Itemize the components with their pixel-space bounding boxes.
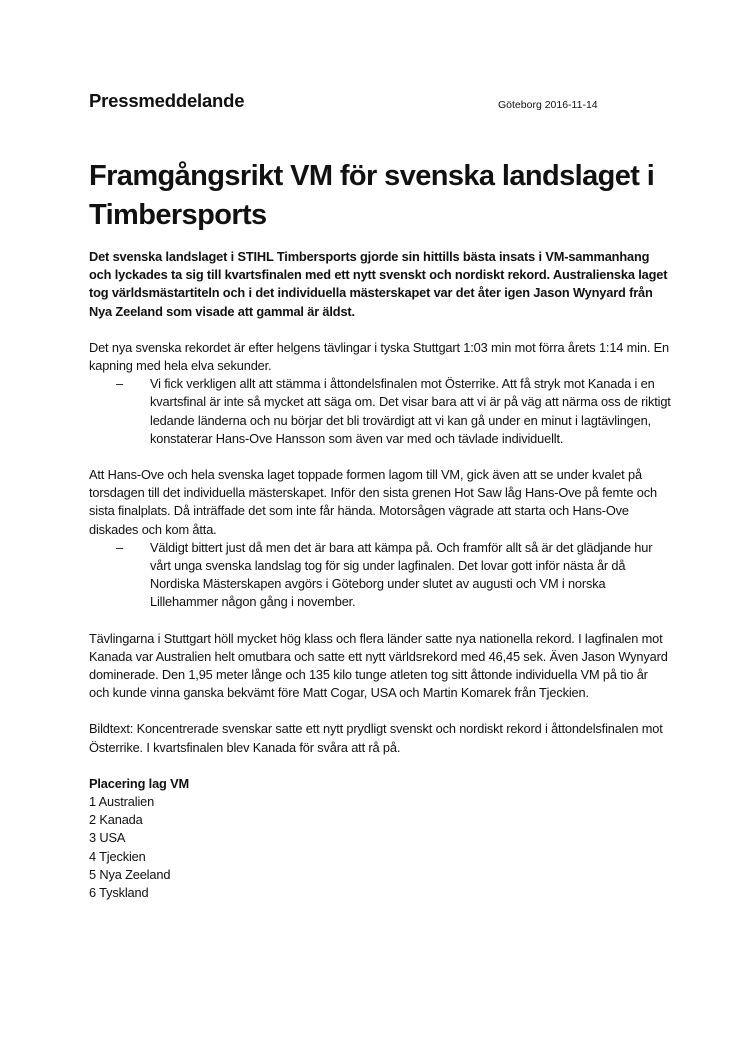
list-item: 1 Australien (89, 794, 155, 810)
list-item: 4 Tjeckien (89, 848, 146, 864)
document-type-label: Pressmeddelande (89, 90, 245, 111)
quote-text: Vi fick verkligen allt att stämma i åttondelsfinalen mot Österrike. Att få stryk mot Kanada i en kvartsfinal är inte så mycket att säga om. Det visar bara att vi är på väg att närma oss de riktigt ledande länderna och nu börjar det bli trovärdigt att vi kan gå under en minut i lagtävlingen, konstaterar Hans-Ove Hansson som även var med och tävlade individuellt. (150, 376, 671, 446)
quote-text: Väldigt bittert just då men det är bara att kämpa på. Och framför allt så är det glädjande hur vårt unga svenska landslag tog för sig under lagfinalen. Det lovar gott inför nästa år då Nordiska Mästerskapen avgörs i Göteborg under slutet av augusti och VM i norska Lillehammer någon gång i november. (150, 539, 653, 610)
list-item: 3 USA (89, 830, 126, 846)
list-item: 5 Nya Zeeland (89, 866, 171, 882)
paragraph-stuttgart: Tävlingarna i Stuttgart höll mycket hög klass och flera länder satte nya nationella rekord. I lagfinalen mot Kanada var Australien helt omutbara och satte ett nytt världsrekord med 46,45 sek. Även Jason Wynyard dominerade. Den 1,95 meter långe och 135 kilo tunge atleten tog sitt åttonde individuella VM på tio år och kunde vinna ganska bekvämt före Matt Cogar, USA och Martin Komarek från Tjeckien. (89, 630, 668, 701)
standings-title: Placering lag VM (89, 775, 190, 791)
quote-bitter (89, 539, 671, 612)
headline: Framgångsrikt VM för svenska landslaget i Timbersports (89, 160, 655, 231)
image-caption: Bildtext: Koncentrerade svenskar satte ett nytt prydligt svenskt och nordiskt rekord i åttondelsfinalen mot Österrike. I kvartsfinalen blev Kanada för svåra att rå på. (89, 721, 663, 755)
date-line: Göteborg 2016-11-14 (498, 99, 598, 111)
paragraph-individual: Att Hans-Ove och hela svenska laget toppade formen lagom till VM, gick även att se under kvalet på torsdagen till det individuella mästerskapet. Inför den sista grenen Hot Saw låg Hans-Ove på femte och sista finalplats. Då inträffade det som inte får hända. Motorsågen vägrade att starta och Hans-Ove diskades och kom åtta. (89, 467, 657, 537)
list-item: 6 Tyskland (89, 885, 149, 901)
quote-dash: – (116, 376, 123, 392)
article-body (89, 248, 671, 902)
list-item: 2 Kanada (89, 812, 143, 828)
standings-list (89, 793, 671, 902)
lead-paragraph: Det svenska landslaget i STIHL Timbersports gjorde sin hittills bästa insats i VM-sammanhang och lyckades ta sig till kvartsfinalen med ett nytt svenskt och nordiskt rekord. Australienska laget tog världsmästartiteln och i det individuella mästerskapet var det åter igen Jason Wynyard från Nya Zeeland som visade att gammal är äldst. (89, 249, 668, 319)
quote-dash: – (116, 539, 123, 555)
paragraph-record: Det nya svenska rekordet är efter helgens tävlingar i tyska Stuttgart 1:03 min mot förra årets 1:14 min. En kapning med hela elva sekunder. (89, 339, 669, 374)
quote-hansson (89, 375, 671, 448)
